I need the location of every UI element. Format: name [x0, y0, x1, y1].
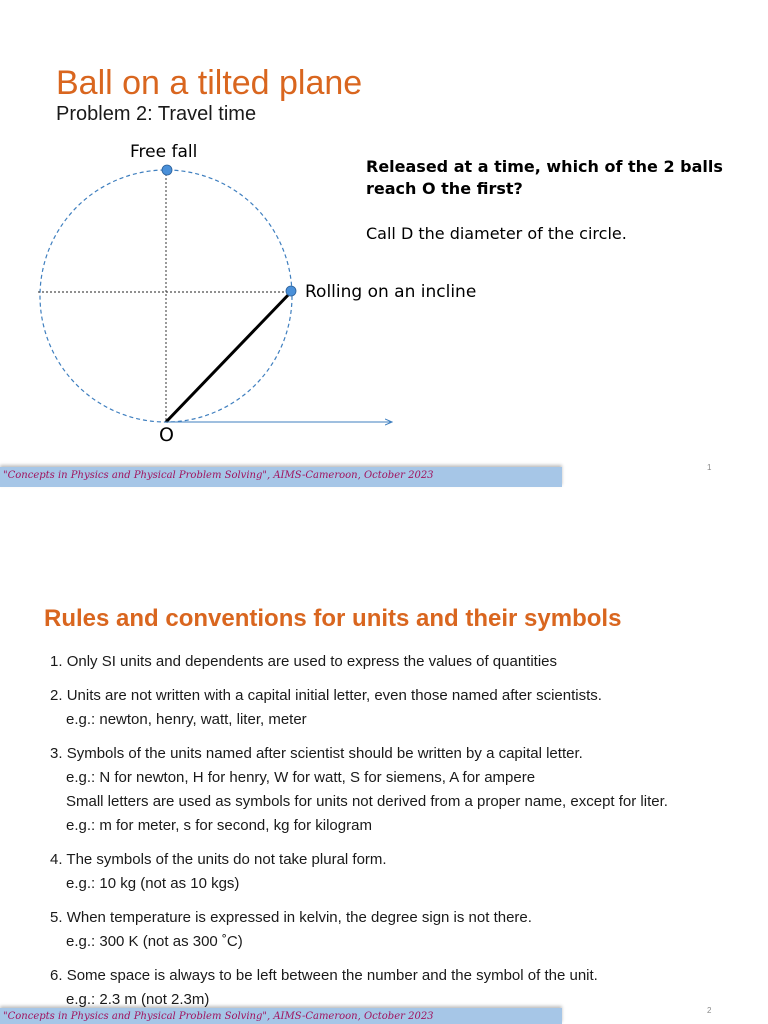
origin-label: O — [159, 424, 174, 446]
page-number: 2 — [707, 1006, 712, 1015]
rule-text: Small letters are used as symbols for units not derived from a proper name, except for liter. — [66, 793, 668, 810]
question-line: Released at a time, which of the 2 balls — [366, 157, 723, 176]
question-text — [366, 156, 723, 200]
slide-title: Rules and conventions for units and their symbols — [44, 605, 622, 632]
rule-example: e.g.: N for newton, H for henry, W for watt, S for siemens, A for ampere — [66, 769, 536, 786]
slide-2 — [0, 512, 768, 1024]
diameter-note: Call D the diameter of the circle. — [366, 224, 627, 243]
rule-text: Units are not written with a capital initial letter, even those named after scientists. — [66, 687, 602, 704]
rule-text: Some space is always to be left between the number and the symbol of the unit. — [66, 967, 598, 984]
free-fall-label: Free fall — [130, 142, 198, 162]
slide-subtitle: Problem 2: Travel time — [56, 103, 257, 125]
footer-bar — [0, 467, 562, 487]
incline-label: Rolling on an incline — [305, 282, 477, 302]
rule-number: 6. — [50, 967, 63, 984]
footer-text: "Concepts in Physics and Physical Problem Solving", AIMS-Cameroon, October 2023 — [3, 470, 434, 481]
rule-number: 2. — [50, 687, 63, 704]
rule-text: Only SI units and dependents are used to express the values of quantities — [66, 653, 557, 670]
page-number: 1 — [707, 463, 712, 472]
rule-text: When temperature is expressed in kelvin, the degree sign is not there. — [66, 909, 532, 926]
rule-item — [50, 964, 668, 1012]
rule-item — [50, 906, 668, 954]
rule-example: e.g.: newton, henry, watt, liter, meter — [66, 711, 307, 728]
rules-list — [50, 650, 668, 1022]
rule-item — [50, 650, 668, 674]
footer-bar — [0, 1008, 562, 1024]
rule-item — [50, 848, 668, 896]
incline-chord — [166, 292, 291, 422]
footer-text: "Concepts in Physics and Physical Problem Solving", AIMS-Cameroon, October 2023 — [3, 1011, 434, 1022]
rule-example: e.g.: 10 kg (not as 10 kgs) — [66, 875, 240, 892]
rule-item — [50, 742, 668, 838]
rule-number: 3. — [50, 745, 63, 762]
rule-item — [50, 684, 668, 732]
rule-example: e.g.: 2.3 m (not 2.3m) — [66, 991, 210, 1008]
slide-title: Ball on a tilted plane — [56, 64, 363, 102]
rule-example: e.g.: 300 K (not as 300 ˚C) — [66, 933, 243, 950]
question-line: reach O the first? — [366, 179, 523, 198]
rule-text: Symbols of the units named after scientist should be written by a capital letter. — [66, 745, 583, 762]
rule-text: The symbols of the units do not take plural form. — [66, 851, 387, 868]
rule-number: 4. — [50, 851, 63, 868]
rule-number: 5. — [50, 909, 63, 926]
incline-ball — [286, 286, 296, 296]
rule-example: e.g.: m for meter, s for second, kg for kilogram — [66, 817, 372, 834]
rule-number: 1. — [50, 653, 63, 670]
free-fall-ball — [162, 165, 172, 175]
